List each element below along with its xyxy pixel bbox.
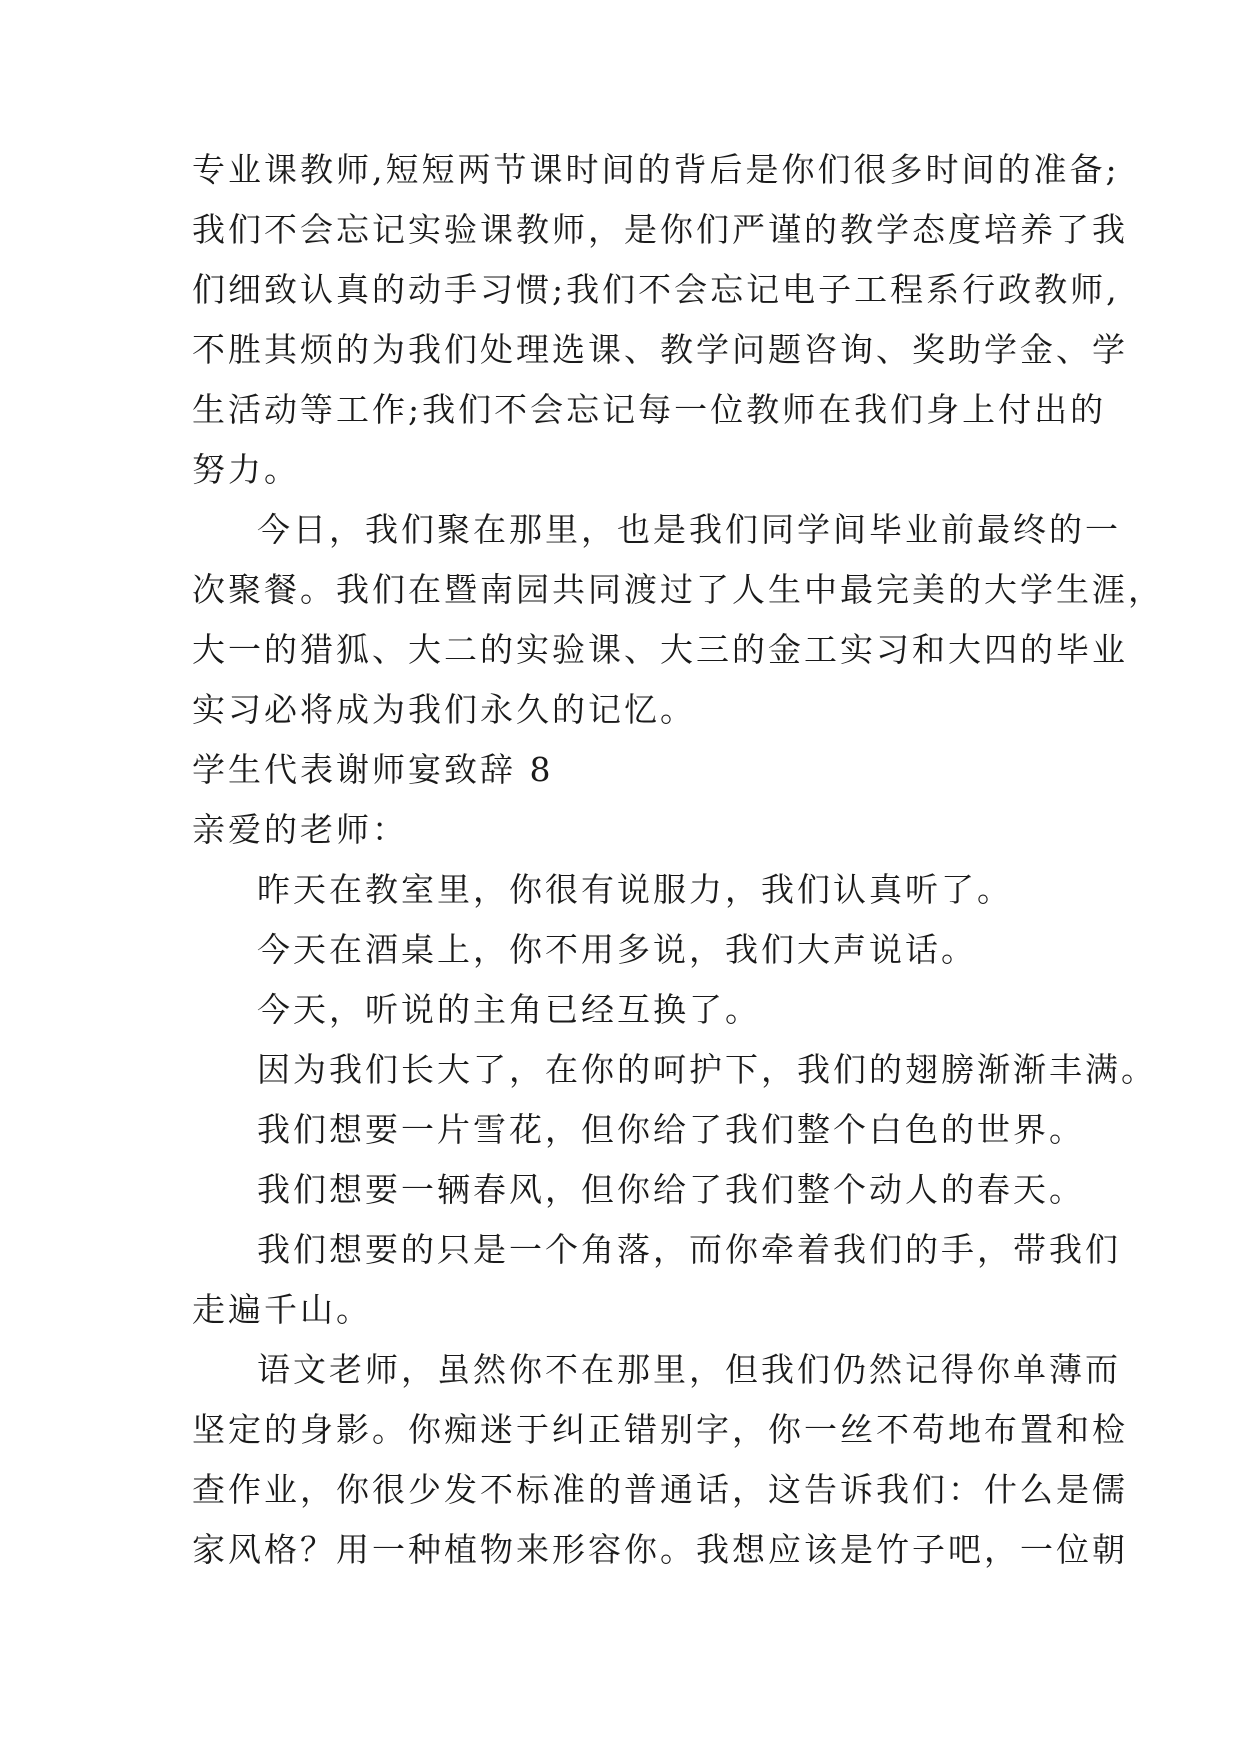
paragraph-line: 实习必将成为我们永久的记忆。 [192,690,696,729]
salutation: 亲爱的老师： [192,810,408,849]
paragraph-line: 今天，听说的主角已经互换了。 [257,990,761,1029]
paragraph-line: 因为我们长大了，在你的呵护下，我们的翅膀渐渐丰满。 [257,1050,1157,1089]
paragraph-line: 坚定的身影。你痴迷于纠正错别字，你一丝不苟地布置和检 [192,1410,1128,1449]
paragraph-line: 生活动等工作;我们不会忘记每一位教师在我们身上付出的 [192,390,1107,429]
paragraph-line: 大一的猎狐、大二的实验课、大三的金工实习和大四的毕业 [192,630,1128,669]
paragraph-line: 我们想要的只是一个角落，而你牵着我们的手，带我们 [257,1230,1121,1269]
section-heading: 学生代表谢师宴致辞 8 [192,750,554,789]
paragraph-line: 我们想要一片雪花，但你给了我们整个白色的世界。 [257,1110,1085,1149]
paragraph-line: 努力。 [192,450,300,489]
paragraph-line: 今天在酒桌上，你不用多说，我们大声说话。 [257,930,977,969]
paragraph-line: 次聚餐。我们在暨南园共同渡过了人生中最完美的大学生涯， [192,570,1164,609]
paragraph-line: 走遍千山。 [192,1290,372,1329]
paragraph-line: 家风格？用一种植物来形容你。我想应该是竹子吧，一位朝 [192,1530,1128,1569]
paragraph-line: 我们想要一辆春风，但你给了我们整个动人的春天。 [257,1170,1085,1209]
paragraph-line: 专业课教师,短短两节课时间的背后是你们很多时间的准备; [192,150,1120,189]
paragraph-line: 昨天在教室里，你很有说服力，我们认真听了。 [257,870,1013,909]
paragraph-line: 们细致认真的动手习惯;我们不会忘记电子工程系行政教师, [192,270,1120,309]
paragraph-line: 我们不会忘记实验课教师，是你们严谨的教学态度培养了我 [192,210,1128,249]
paragraph-line: 今日，我们聚在那里，也是我们同学间毕业前最终的一 [257,510,1121,549]
paragraph-line: 不胜其烦的为我们处理选课、教学问题咨询、奖助学金、学 [192,330,1128,369]
paragraph-line: 查作业，你很少发不标准的普通话，这告诉我们：什么是儒 [192,1470,1128,1509]
paragraph-line: 语文老师，虽然你不在那里，但我们仍然记得你单薄而 [257,1350,1121,1389]
